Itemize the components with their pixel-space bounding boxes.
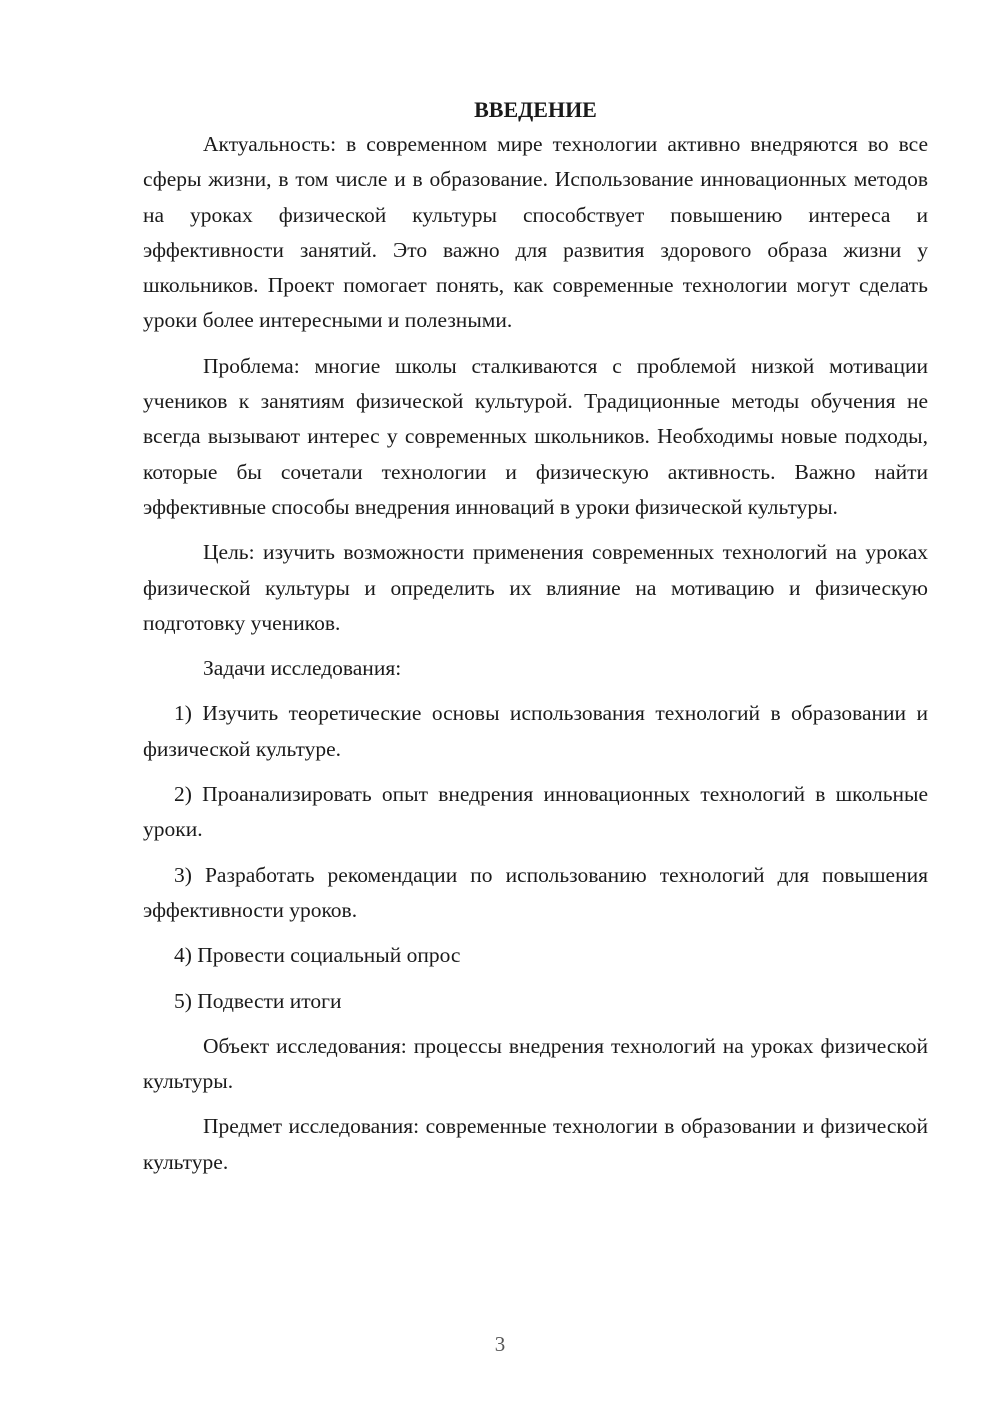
document-page [143,92,928,1180]
list-item-task-1: 1) Изучить теоретические основы использования технологий в образовании и физической культуре. [143,701,928,761]
tasks-heading: Задачи исследования: [203,656,402,681]
paragraph-subject: Предмет исследования: современные технологии в образовании и физической культуре. [143,1114,928,1174]
list-item-task-5: 5) Подвести итоги [174,988,342,1013]
list-item-task-3: 3) Разработать рекомендации по использованию технологий для повышения эффективности уроков. [143,862,928,922]
section-title: ВВЕДЕНИЕ [474,97,597,122]
paragraph-relevance: Актуальность: в современном мире технологии активно внедряются во все сферы жизни, в том числе и в образование. Использование инновационных методов на уроках физической культуры способствует повышению интереса и эффективности занятий. Это важно для развития здорового образа жизни у школьников. Проект помогает понять, как современные технологии могут сделать уроки более интересными и полезными. [143,132,928,333]
list-item-task-4: 4) Провести социальный опрос [174,943,461,968]
page-number: 3 [494,1332,506,1356]
paragraph-problem: Проблема: многие школы сталкиваются с проблемой низкой мотивации учеников к занятиям физической культурой. Традиционные методы обучения не всегда вызывают интерес у современных школьников. Необходимы новые подходы, которые бы сочетали технологии и физическую активность. Важно найти эффективные способы внедрения инноваций в уроки физической культуры. [143,353,928,519]
paragraph-goal: Цель: изучить возможности применения современных технологий на уроках физической культуры и определить их влияние на мотивацию и физическую подготовку учеников. [143,540,928,635]
list-item-task-2: 2) Проанализировать опыт внедрения инновационных технологий в школьные уроки. [143,782,928,842]
paragraph-object: Объект исследования: процессы внедрения технологий на уроках физической культуры. [143,1033,928,1094]
